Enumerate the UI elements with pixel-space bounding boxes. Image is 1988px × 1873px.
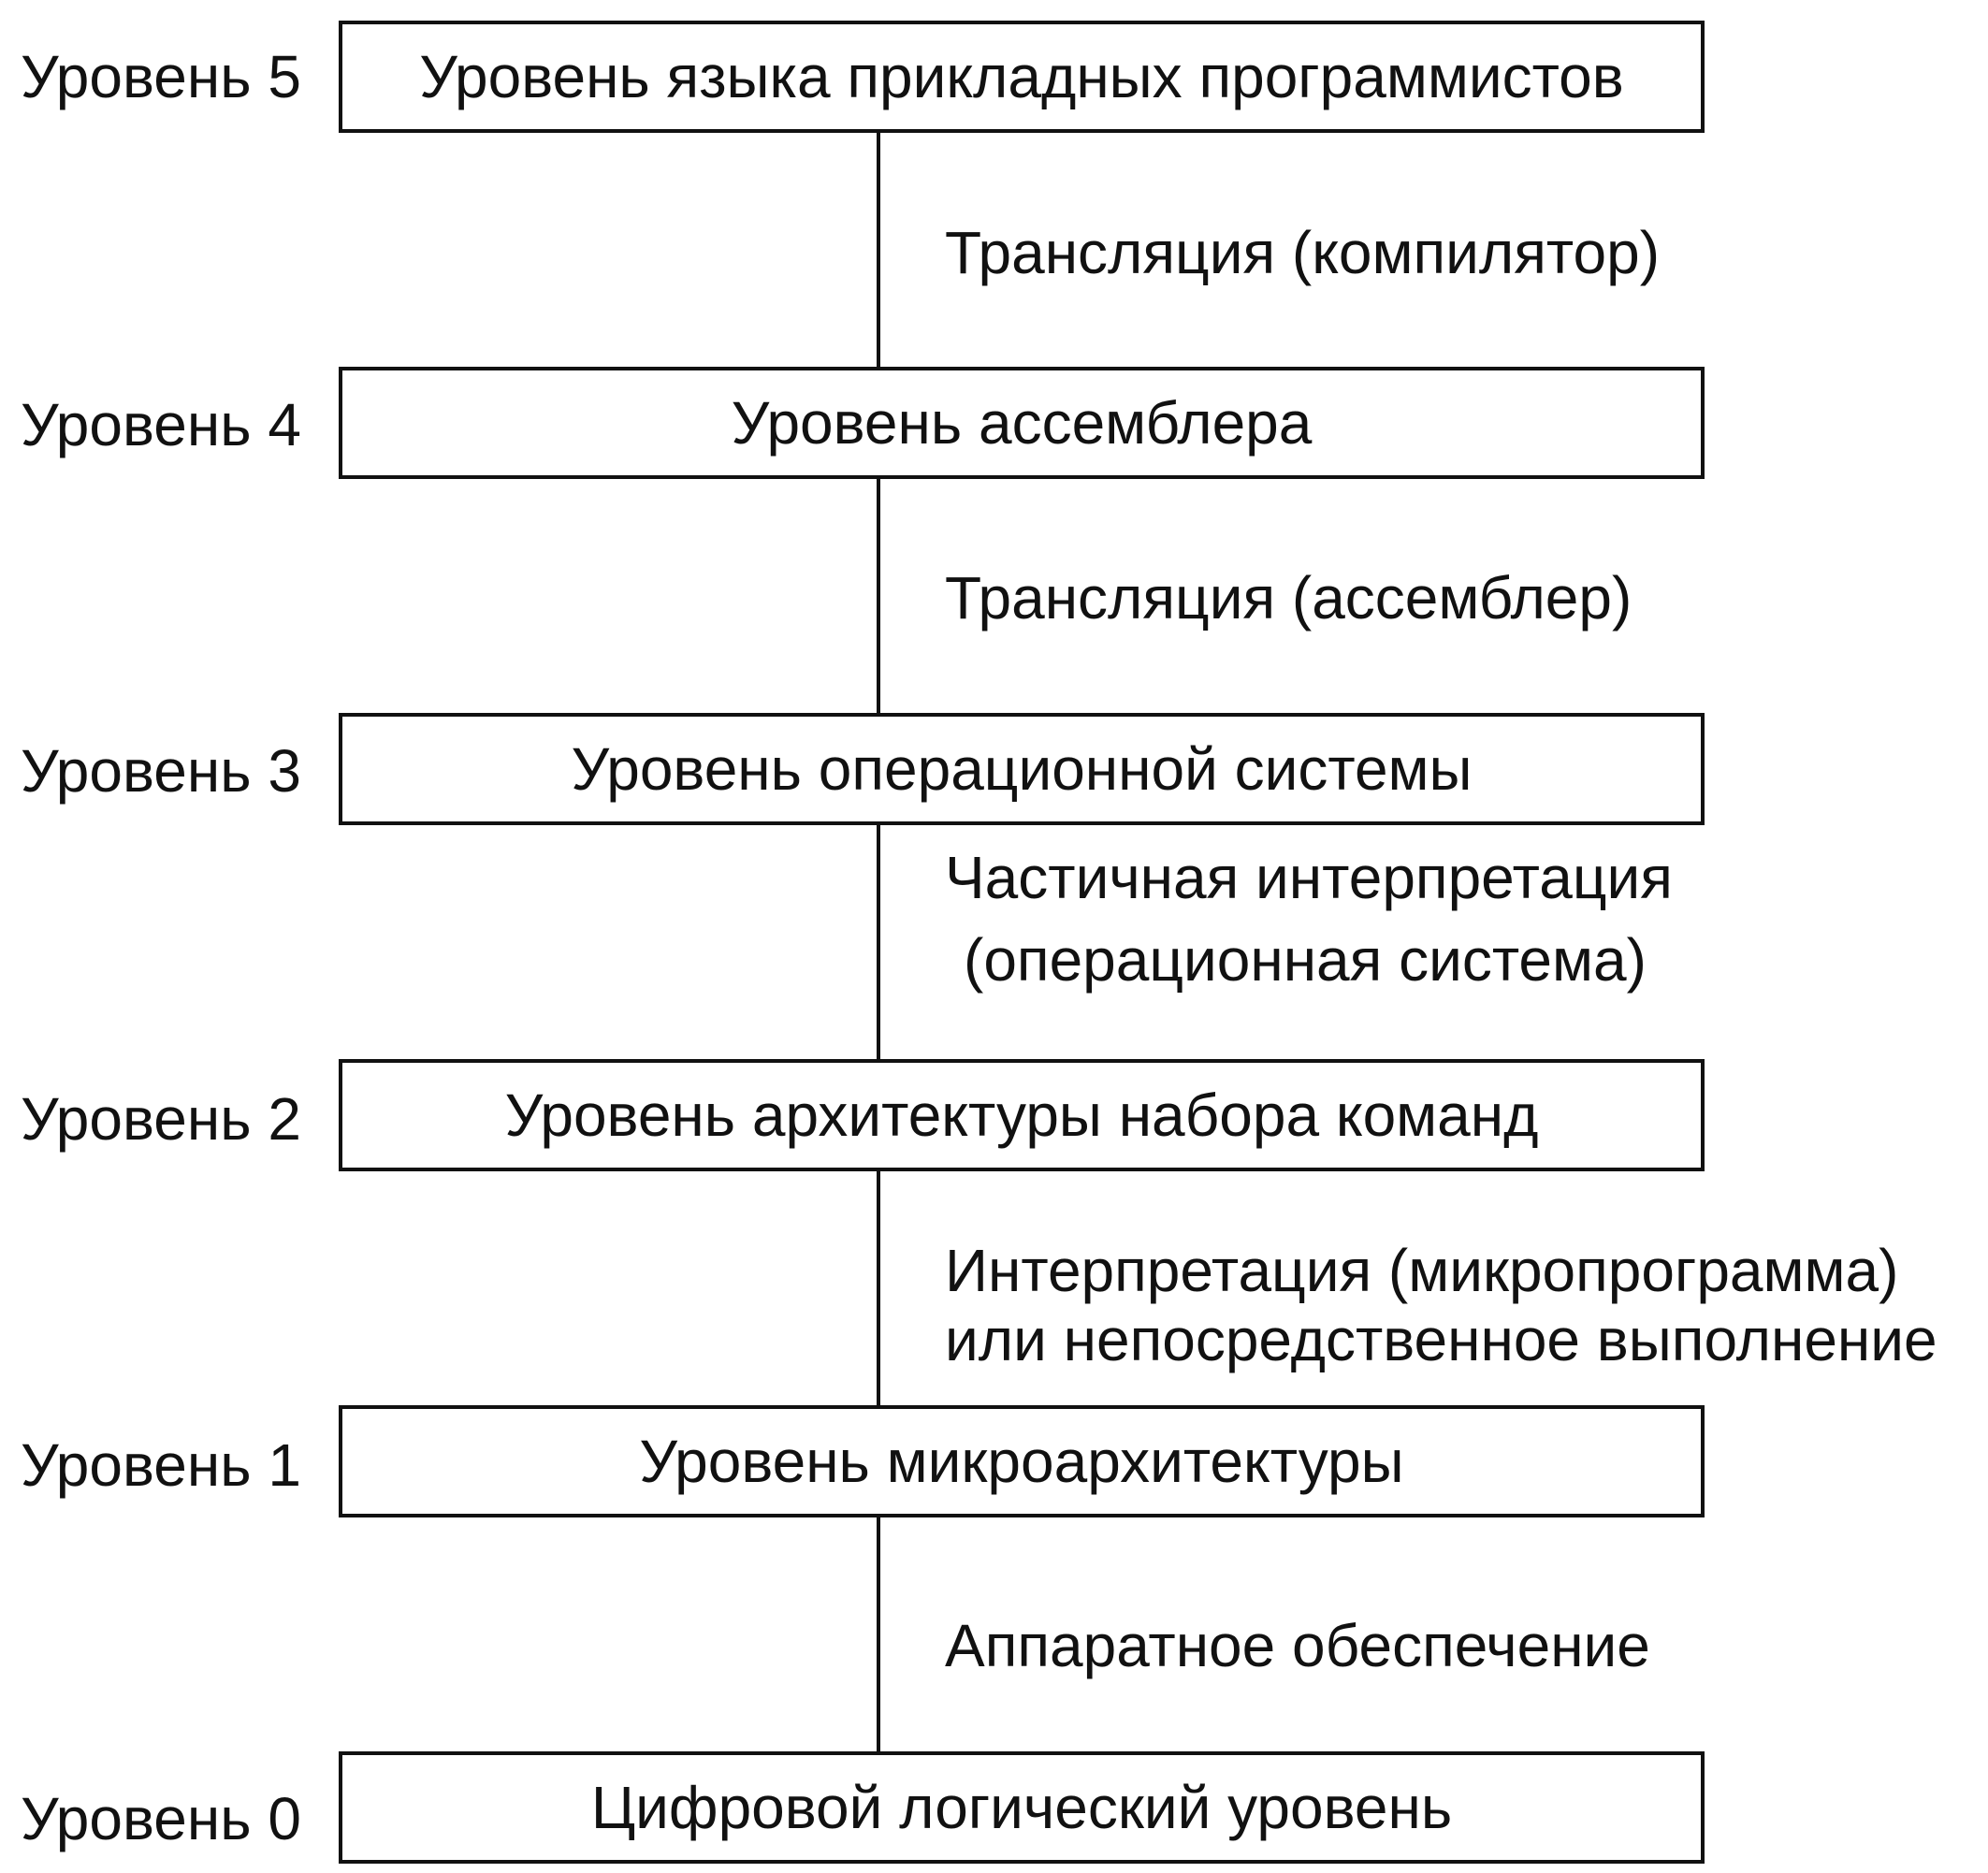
level-3-box xyxy=(339,713,1705,825)
transition-1-0-line-1: Аппаратное обеспечение xyxy=(945,1612,1650,1679)
transition-2-1-line-1: Интерпретация (микропрограмма) xyxy=(945,1237,1899,1304)
level-3-label: Уровень 3 xyxy=(21,737,301,805)
level-3-name: Уровень операционной системы xyxy=(571,735,1473,803)
transition-2-1-line-2: или непосредственное выполнение xyxy=(945,1306,1937,1373)
transition-3-2-line-1: Частичная интерпретация xyxy=(945,844,1673,911)
level-1-name: Уровень микроархитектуры xyxy=(639,1428,1404,1495)
level-5-box xyxy=(339,21,1705,133)
level-1-box xyxy=(339,1405,1705,1517)
level-4-name: Уровень ассемблера xyxy=(731,389,1313,457)
connector-4-3 xyxy=(877,479,880,713)
level-0-name: Цифровой логический уровень xyxy=(590,1774,1453,1841)
level-0-label: Уровень 0 xyxy=(21,1785,301,1852)
level-2-box xyxy=(339,1059,1705,1171)
level-4-label: Уровень 4 xyxy=(21,391,301,458)
transition-5-4-line-1: Трансляция (компилятор) xyxy=(945,219,1660,286)
level-2-label: Уровень 2 xyxy=(21,1085,301,1153)
level-5-label: Уровень 5 xyxy=(21,43,301,110)
level-0-box xyxy=(339,1751,1705,1864)
level-1-label: Уровень 1 xyxy=(21,1431,301,1499)
level-5-name: Уровень языка прикладных программистов xyxy=(419,43,1624,110)
transition-3-2-line-2: (операционная система) xyxy=(964,926,1647,994)
connector-3-2 xyxy=(877,825,880,1059)
level-2-name: Уровень архитектуры набора команд xyxy=(504,1082,1539,1149)
level-4-box xyxy=(339,367,1705,479)
connector-1-0 xyxy=(877,1517,880,1751)
transition-4-3-line-1: Трансляция (ассемблер) xyxy=(945,564,1632,632)
connector-5-4 xyxy=(877,133,880,367)
connector-2-1 xyxy=(877,1171,880,1405)
